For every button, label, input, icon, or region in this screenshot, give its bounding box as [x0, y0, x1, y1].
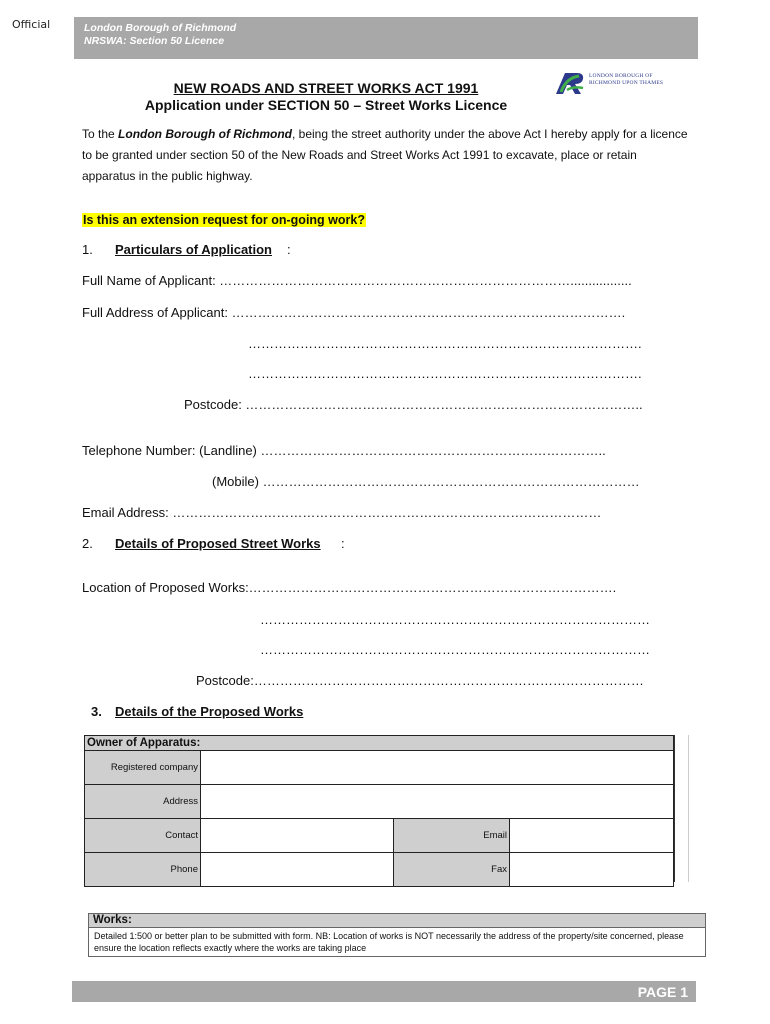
works-note: Detailed 1:500 or better plan to be submitted with form. NB: Location of works is NOT necessarily the address of the property/site concerned, please ensure the location reflects exactly where the works are taking place [94, 931, 684, 953]
section-1-text: Particulars of Application [115, 242, 272, 257]
intro-pre: To the [82, 127, 119, 141]
section-3-label: Details of the Proposed Works [115, 704, 304, 719]
landline-field[interactable]: Telephone Number: (Landline) …………………………………………………………………….. [82, 443, 606, 458]
table-edge-stub [674, 735, 689, 750]
fax-input[interactable] [510, 853, 674, 887]
section-2-suffix: : [341, 536, 345, 551]
table-edge-stub [674, 750, 689, 783]
section-1-suffix: : [287, 242, 291, 257]
logo-text-1: LONDON BOROUGH OF [589, 73, 653, 79]
registered-company-input[interactable] [201, 751, 674, 785]
email-field[interactable] [82, 505, 601, 520]
mobile-field[interactable]: (Mobile) …………………………………………………………………………… [212, 474, 640, 489]
footer-bar [72, 981, 696, 1002]
section-1-label [115, 242, 272, 257]
richmond-logo-icon [553, 70, 587, 96]
council-logo [553, 70, 683, 98]
header-bar [74, 17, 698, 59]
intro-authority: London Borough of Richmond [118, 127, 292, 141]
table-edge-stub [674, 849, 689, 882]
applicant-address-line-2[interactable]: ………………………………………………………………………………. [248, 336, 642, 351]
registered-company-label: Registered company [85, 751, 201, 785]
address-input[interactable] [201, 785, 674, 819]
applicant-address-field[interactable]: Full Address of Applicant: ………………………………………………………………………………. [82, 305, 626, 320]
section-2-label: Details of Proposed Street Works [115, 536, 321, 551]
fax-label: Fax [394, 853, 510, 887]
intro-paragraph [82, 124, 692, 187]
section-2-number: 2. [82, 536, 93, 551]
section-1-number: 1. [82, 242, 93, 257]
email-label-cell: Email [394, 819, 510, 853]
table-edge-stub [674, 816, 689, 849]
form-title: Application under SECTION 50 – Street Works Licence [144, 97, 508, 113]
owner-email-input[interactable] [510, 819, 674, 853]
owner-heading: Owner of Apparatus: [85, 736, 674, 751]
official-marking: Official [12, 18, 51, 31]
applicant-address-line-3[interactable]: ………………………………………………………………………………. [248, 366, 642, 381]
extension-question: Is this an extension request for on-going work? [83, 213, 365, 227]
intro-post: , being the street authority under the above Act I hereby apply for a licence to be granted under section 50 of the New Roads and Street Works Act 1991 to excavate, place or retain apparatus in the public highway. [82, 127, 688, 183]
location-field[interactable]: Location of Proposed Works:…………………………………………………………………………. [82, 580, 617, 595]
header-line-1: London Borough of Richmond [84, 22, 237, 34]
page-number: PAGE 1 [637, 984, 688, 1000]
phone-input[interactable] [201, 853, 394, 887]
email-dots: : ……………………………………………………………………………………… [165, 505, 602, 520]
location-line-2[interactable]: ……………………………………………………………………………… [260, 612, 650, 627]
contact-input[interactable] [201, 819, 394, 853]
section-3-number: 3. [91, 704, 102, 719]
act-title: NEW ROADS AND STREET WORKS ACT 1991 [173, 80, 479, 96]
location-line-3[interactable]: ……………………………………………………………………………… [260, 642, 650, 657]
address-label: Address [85, 785, 201, 819]
logo-text-2: RICHMOND UPON THAMES [589, 80, 664, 86]
location-postcode-field[interactable]: Postcode:……………………………………………………………………………… [196, 673, 644, 688]
works-box [88, 913, 706, 957]
applicant-postcode-field[interactable]: Postcode: ……………………………………………………………………………….. [184, 397, 643, 412]
email-label: Email Address [82, 505, 166, 520]
header-line-2: NRSWA: Section 50 Licence [84, 35, 225, 47]
works-heading: Works: [89, 914, 705, 928]
owner-table [84, 735, 674, 887]
contact-label: Contact [85, 819, 201, 853]
phone-label: Phone [85, 853, 201, 887]
applicant-name-field[interactable]: Full Name of Applicant: ………………………………………………………………………................. [82, 273, 632, 288]
table-edge-stub [674, 783, 689, 816]
